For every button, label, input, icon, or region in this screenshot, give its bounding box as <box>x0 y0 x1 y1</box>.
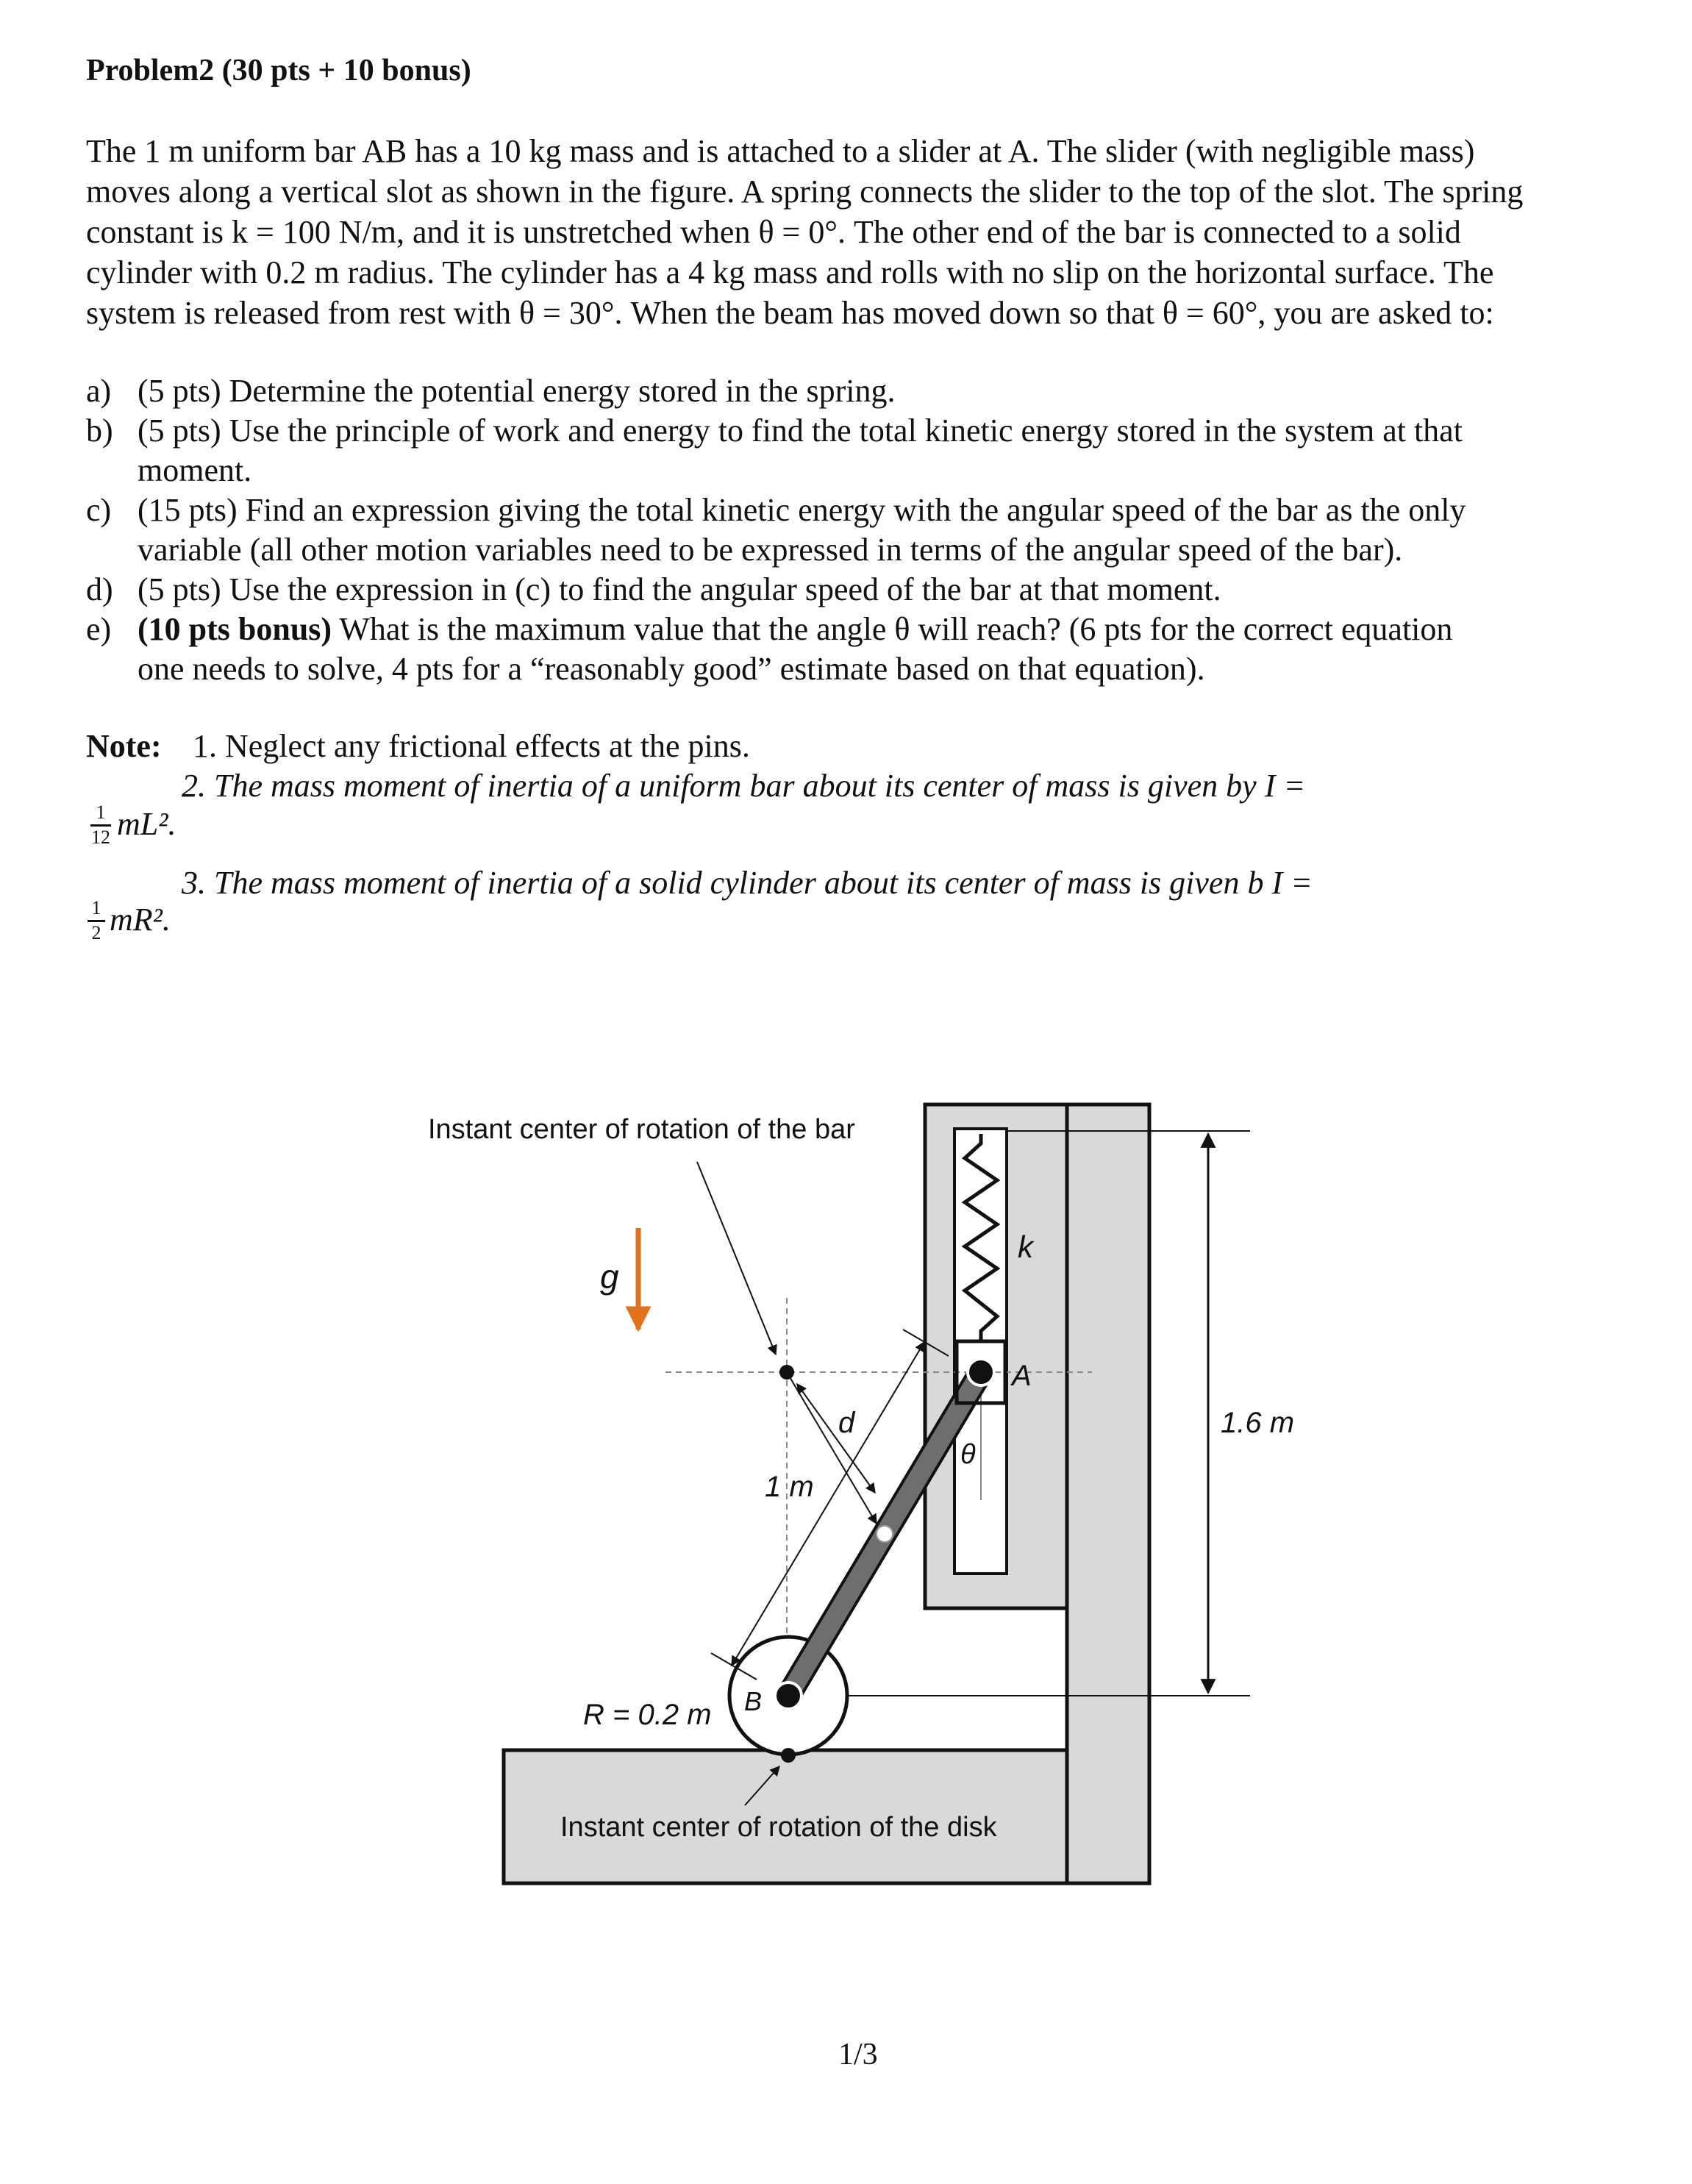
fraction-denominator: 2 <box>91 922 101 943</box>
intro-line: constant is k = 100 N/m, and it is unstretched when θ = 0°. The other end of the bar is connected to a solid <box>86 214 1461 250</box>
question-label: c) <box>86 492 112 528</box>
wall <box>1067 1105 1149 1883</box>
problem-title: Problem2 (30 pts + 10 bonus) <box>86 54 471 88</box>
question-continuation: variable (all other motion variables need to be expressed in terms of the angular speed of the bar). <box>138 532 1403 568</box>
label-k: k <box>1018 1230 1033 1264</box>
question-label: d) <box>86 571 113 607</box>
question-points: (15 pts) <box>138 492 238 528</box>
fraction-numerator: 1 <box>96 802 106 823</box>
question-label: b) <box>86 413 113 449</box>
question-text: Use the expression in (c) to find the angular speed of the bar at that moment. <box>229 571 1221 607</box>
question-label: e) <box>86 611 112 647</box>
question-label: a) <box>86 373 112 409</box>
question-points: (5 pts) <box>138 413 221 449</box>
label-d: d <box>838 1407 855 1439</box>
question-text: Use the principle of work and energy to find the total kinetic energy stored in the system at that <box>229 413 1463 449</box>
label-a: A <box>1012 1360 1032 1392</box>
label-ic-disk: Instant center of rotation of the disk <box>560 1812 997 1843</box>
label-ic-bar: Instant center of rotation of the bar <box>428 1114 855 1145</box>
fraction-denominator: 12 <box>91 827 110 848</box>
label-radius: R = 0.2 m <box>583 1699 712 1731</box>
note-3: 3. The mass moment of inertia of a solid cylinder about its center of mass is given b I = <box>182 865 1313 901</box>
note-1: 1. Neglect any frictional effects at the pins. <box>193 728 750 764</box>
instant-center-disk-point <box>781 1748 796 1763</box>
notes-header: Note: <box>86 728 162 764</box>
label-b: B <box>744 1686 763 1716</box>
label-g: g <box>600 1257 619 1296</box>
question-text: What is the maximum value that the angle θ will reach? (6 pts for the correct equation <box>339 611 1453 647</box>
question-points: (5 pts) <box>138 373 221 409</box>
question-text: Determine the potential energy stored in the spring. <box>229 373 896 409</box>
pin-b <box>775 1682 802 1709</box>
question-continuation: moment. <box>138 452 252 488</box>
pin-a <box>968 1359 994 1385</box>
formula-cylinder-inertia: mR². <box>110 902 171 938</box>
question-points: (5 pts) <box>138 571 221 607</box>
ic-bar-pointer <box>697 1162 776 1355</box>
question-text: Find an expression giving the total kinetic energy with the angular speed of the bar as the only <box>245 492 1466 528</box>
vertical-slot <box>954 1129 1007 1574</box>
intro-line: cylinder with 0.2 m radius. The cylinder has a 4 kg mass and rolls with no slip on the horizontal surface. The <box>86 254 1494 290</box>
intro-line: system is released from rest with θ = 30°. When the beam has moved down so that θ = 60°, you are asked to: <box>86 295 1494 331</box>
note-2: 2. The mass moment of inertia of a uniform bar about its center of mass is given by I = <box>182 768 1306 804</box>
intro-line: The 1 m uniform bar AB has a 10 kg mass and is attached to a slider at A. The slider (with negligible mass) <box>86 133 1475 169</box>
label-height: 1.6 m <box>1221 1407 1295 1439</box>
intro-line: moves along a vertical slot as shown in the figure. A spring connects the slider to the top of the slot. The spring <box>86 174 1524 210</box>
label-theta: θ <box>960 1439 976 1470</box>
formula-bar-inertia: mL². <box>117 806 176 842</box>
label-1m: 1 m <box>765 1471 814 1503</box>
question-continuation: one needs to solve, 4 pts for a “reasonably good” estimate based on that equation). <box>138 651 1205 687</box>
page-number: 1/3 <box>838 2038 878 2071</box>
fraction-numerator: 1 <box>91 897 101 918</box>
bar-center-of-mass <box>877 1526 893 1542</box>
question-points: (10 pts bonus) <box>138 611 332 647</box>
